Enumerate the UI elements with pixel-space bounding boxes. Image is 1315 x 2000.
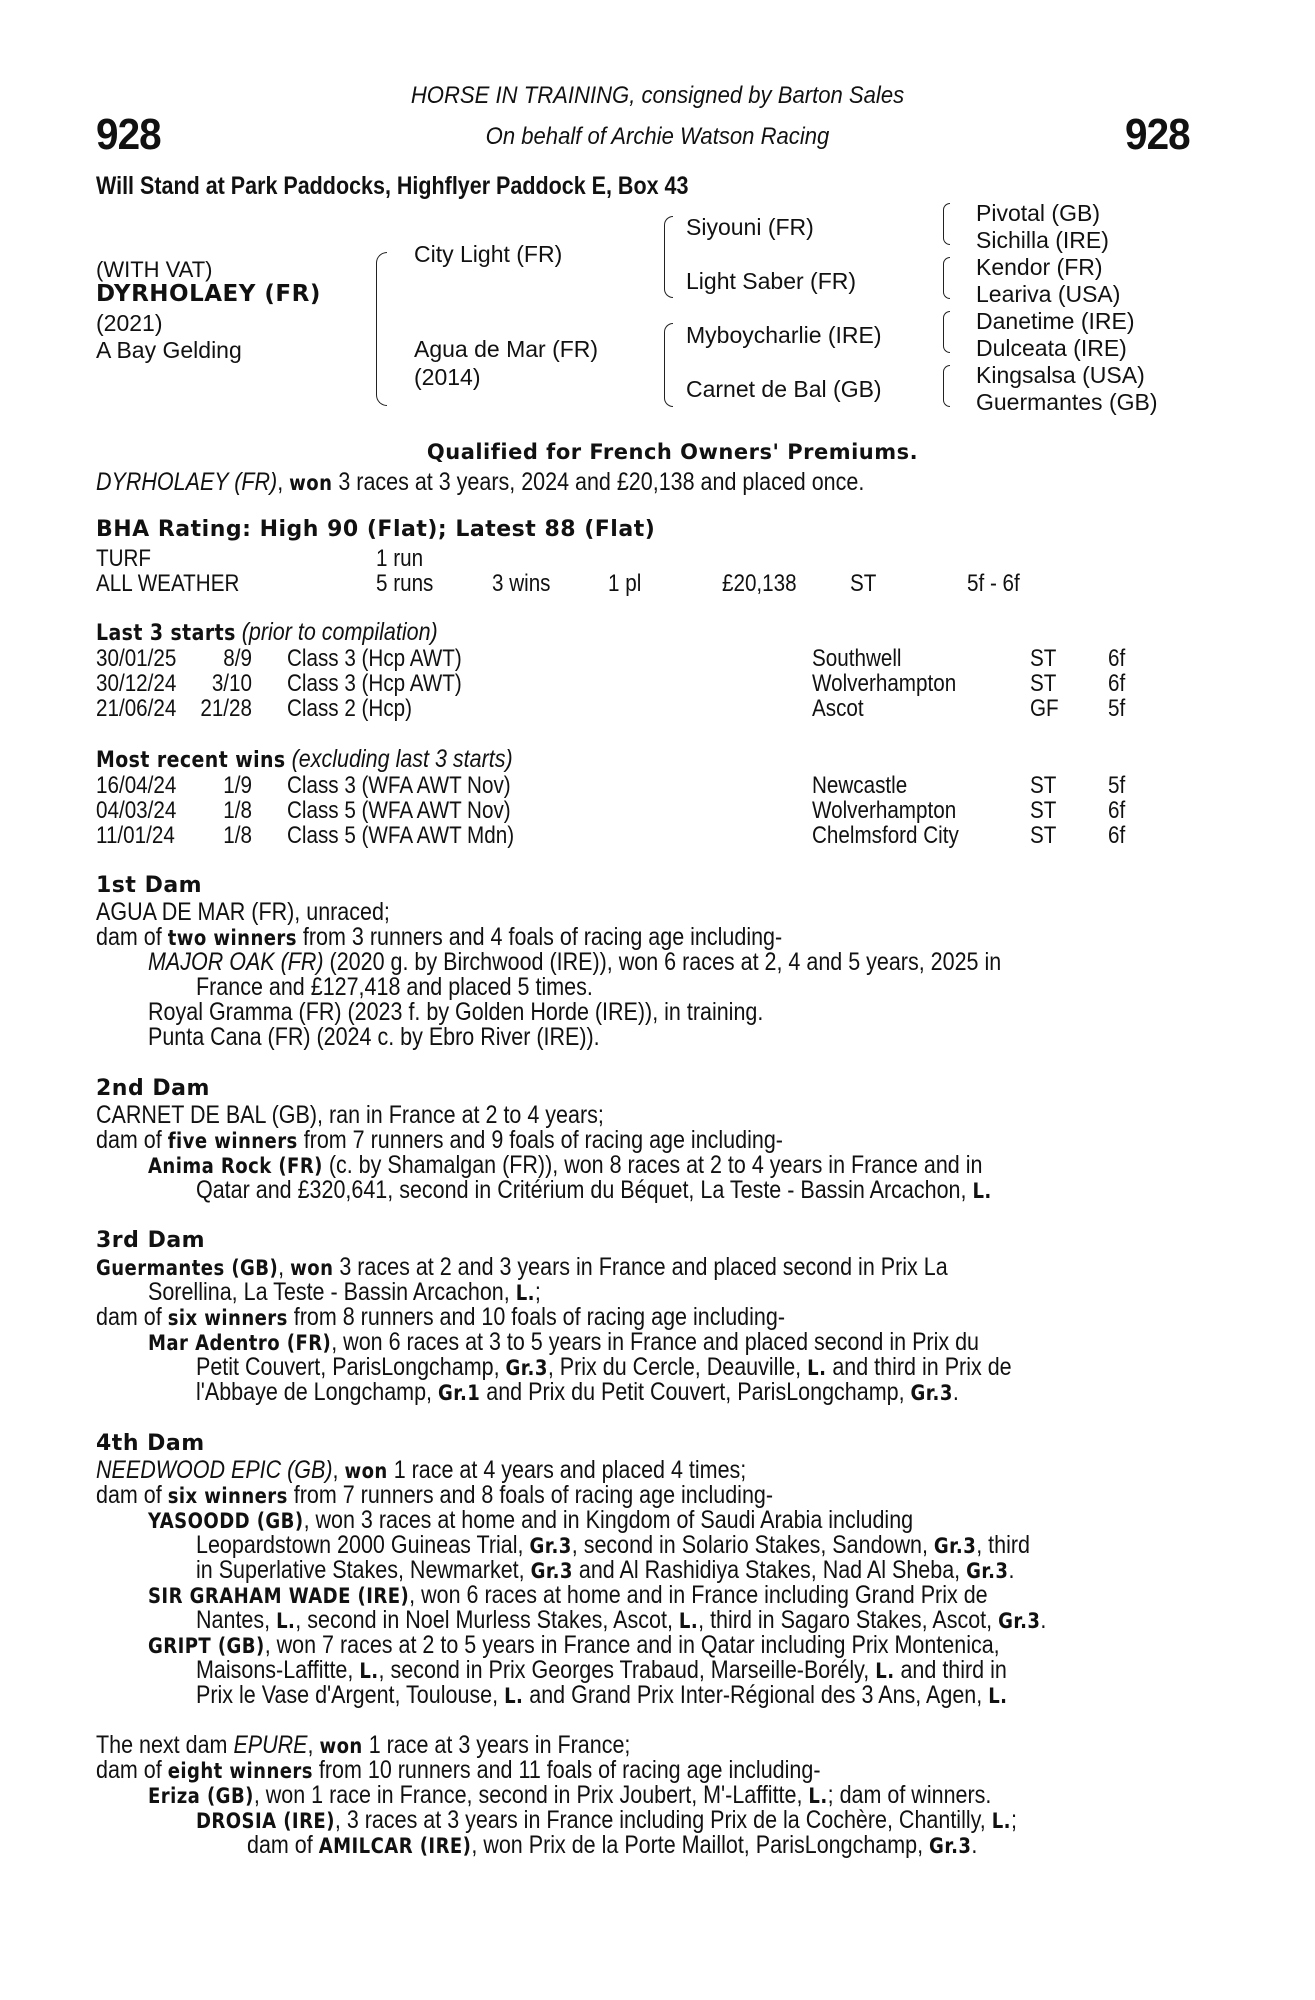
pedigree-bracket-dam <box>664 323 673 407</box>
win-race: Class 5 (WFA AWT Nov) <box>287 797 511 824</box>
summary-won: won <box>289 471 333 495</box>
win-distance: 5f <box>1108 772 1126 799</box>
dam3-progeny-1: Mar Adentro (FR), won 6 races at 3 to 5 years in France and placed second in Prix du <box>148 1328 979 1356</box>
recent-wins-subtitle: (excluding last 3 starts) <box>291 745 513 773</box>
start-date: 30/01/25 <box>96 645 177 672</box>
summary-text: 3 races at 3 years, 2024 and £20,138 and placed once. <box>332 468 865 496</box>
win-course: Newcastle <box>812 772 908 799</box>
pedigree-g3-item: Pivotal (GB) <box>976 200 1100 226</box>
dam4-line: NEEDWOOD EPIC (GB), won 1 race at 4 years and placed 4 times; <box>96 1456 747 1484</box>
next-dam-dam-of: dam of eight winners from 10 runners and 11 foals of racing age including- <box>96 1756 821 1784</box>
dam1-progeny-2: Royal Gramma (FR) (2023 f. by Golden Horde (IRE)), in training. <box>148 998 764 1026</box>
start-race: Class 3 (Hcp AWT) <box>287 645 462 672</box>
table-row <box>0 822 1315 847</box>
next-dam-progeny-amilcar: dam of AMILCAR (IRE), won Prix de la Porte Maillot, ParisLongchamp, Gr.3. <box>247 1831 978 1859</box>
next-dam-progeny-drosia: DROSIA (IRE), 3 races at 3 years in France including Prix de la Cochère, Chantilly, L.; <box>196 1806 1017 1834</box>
win-date: 04/03/24 <box>96 797 177 824</box>
premiums-note: Qualified for French Owners' Premiums. <box>426 440 919 464</box>
rating-surface: TURF <box>96 545 152 572</box>
pedigree-g3-item: Dulceata (IRE) <box>976 335 1127 361</box>
dam3-line: Guermantes (GB), won 3 races at 2 and 3 years in France and placed second in Prix La <box>96 1253 948 1281</box>
pedigree-bracket-g3-1 <box>943 203 950 245</box>
start-course: Ascot <box>812 695 864 722</box>
start-going: ST <box>1030 670 1057 697</box>
pedigree-dam-year: (2014) <box>414 364 481 390</box>
dam1-progeny-1-cont: France and £127,418 and placed 5 times. <box>196 973 593 1001</box>
start-distance: 5f <box>1108 695 1126 722</box>
pedigree-bracket-g3-4 <box>943 365 950 407</box>
dam4-progeny-gript-cont1: Maisons-Laffitte, L., second in Prix Georges Trabaud, Marseille-Borély, L. and third in <box>196 1656 1007 1684</box>
last-starts-title: Last 3 starts <box>96 621 236 646</box>
dam4-progeny-yasoodd-cont2: in Superlative Stakes, Newmarket, Gr.3 and Al Rashidiya Stakes, Nad Al Sheba, Gr.3. <box>196 1556 1015 1584</box>
table-row <box>0 695 1315 720</box>
start-going: ST <box>1030 645 1057 672</box>
dam4-progeny-sir-graham-wade-cont: Nantes, L., second in Noel Murless Stakes, Ascot, L., third in Sagaro Stakes, Ascot, Gr.3. <box>196 1606 1047 1634</box>
dam4-progeny-yasoodd: YASOODD (GB), won 3 races at home and in Kingdom of Saudi Arabia including <box>148 1506 914 1534</box>
pedigree-sire-sire: Siyouni (FR) <box>686 214 814 240</box>
recent-wins-heading <box>96 747 513 772</box>
next-dam-line: The next dam EPURE, won 1 race at 3 years in France; <box>96 1731 631 1759</box>
stand-location: Will Stand at Park Paddocks, Highflyer Paddock E, Box 43 <box>96 172 689 200</box>
rating-runs: 1 run <box>376 545 424 572</box>
dam3-title: 3rd Dam <box>96 1228 206 1253</box>
win-date: 11/01/24 <box>96 822 175 849</box>
pedigree-bracket-g3-3 <box>943 311 950 353</box>
horse-description: A Bay Gelding <box>96 337 242 363</box>
dam3-dam-of: dam of six winners from 8 runners and 10 foals of racing age including- <box>96 1303 785 1331</box>
dam1-dam-of: dam of two winners from 3 runners and 4 foals of racing age including- <box>96 923 783 951</box>
horse-year: (2021) <box>96 310 163 336</box>
pedigree-sire-dam: Light Saber (FR) <box>686 268 857 294</box>
win-position: 1/8 <box>223 797 252 824</box>
rating-prize: £20,138 <box>722 570 797 597</box>
dam3-line-cont: Sorellina, La Teste - Bassin Arcachon, L.; <box>148 1278 541 1306</box>
rating-row-turf <box>0 545 1315 570</box>
dam2-title: 2nd Dam <box>96 1076 210 1101</box>
vat-label: (WITH VAT) <box>96 257 213 282</box>
pedigree-dam-sire: Myboycharlie (IRE) <box>686 322 882 348</box>
start-race: Class 2 (Hcp) <box>287 695 413 722</box>
start-position: 3/10 <box>211 670 252 697</box>
table-row <box>0 645 1315 670</box>
dam1-progeny-3: Punta Cana (FR) (2024 c. by Ebro River (IRE)). <box>148 1023 600 1051</box>
pedigree-sire: City Light (FR) <box>414 241 563 267</box>
consignment-line: HORSE IN TRAINING, consigned by Barton Sales <box>410 82 905 109</box>
win-distance: 6f <box>1108 797 1126 824</box>
pedigree-g3-item: Danetime (IRE) <box>976 308 1135 334</box>
start-course: Wolverhampton <box>812 670 957 697</box>
rating-going: ST <box>850 570 877 597</box>
start-course: Southwell <box>812 645 902 672</box>
pedigree-bracket-g3-2 <box>943 257 950 299</box>
table-row <box>0 772 1315 797</box>
rating-distance: 5f - 6f <box>967 570 1020 597</box>
start-going: GF <box>1030 695 1059 722</box>
pedigree-g3-item: Kingsalsa (USA) <box>976 362 1145 388</box>
pedigree-g3-item: Kendor (FR) <box>976 254 1103 280</box>
dam4-title: 4th Dam <box>96 1431 205 1456</box>
last-starts-subtitle: (prior to compilation) <box>241 618 438 646</box>
win-course: Chelmsford City <box>812 822 959 849</box>
bha-rating-title: BHA Rating: High 90 (Flat); Latest 88 (Flat) <box>96 517 656 542</box>
dam4-progeny-gript-cont2: Prix le Vase d'Argent, Toulouse, L. and Grand Prix Inter-Régional des 3 Ans, Agen, L. <box>196 1681 1008 1709</box>
win-going: ST <box>1030 822 1057 849</box>
rating-row-all-weather <box>0 570 1315 595</box>
race-summary: DYRHOLAEY (FR), won 3 races at 3 years, 2024 and £20,138 and placed once. <box>96 468 865 496</box>
summary-horse-name: DYRHOLAEY (FR) <box>96 468 278 496</box>
win-position: 1/9 <box>223 772 252 799</box>
win-going: ST <box>1030 772 1057 799</box>
start-position: 21/28 <box>200 695 252 722</box>
dam3-progeny-1-cont1: Petit Couvert, ParisLongchamp, Gr.3, Prix du Cercle, Deauville, L. and third in Prix de <box>196 1353 1012 1381</box>
start-date: 30/12/24 <box>96 670 177 697</box>
win-race: Class 3 (WFA AWT Nov) <box>287 772 511 799</box>
start-distance: 6f <box>1108 645 1126 672</box>
start-distance: 6f <box>1108 670 1126 697</box>
dam2-line: CARNET DE BAL (GB), ran in France at 2 to 4 years; <box>96 1101 604 1129</box>
dam2-progeny-1: Anima Rock (FR) (c. by Shamalgan (FR)), won 8 races at 2 to 4 years in France and in <box>148 1151 983 1179</box>
win-course: Wolverhampton <box>812 797 957 824</box>
on-behalf-line: On behalf of Archie Watson Racing <box>485 123 830 150</box>
table-row <box>0 670 1315 695</box>
win-going: ST <box>1030 797 1057 824</box>
rating-runs: 5 runs <box>376 570 434 597</box>
win-position: 1/8 <box>223 822 252 849</box>
dam4-dam-of: dam of six winners from 7 runners and 8 foals of racing age including- <box>96 1481 774 1509</box>
lot-number-right: 928 <box>1125 110 1190 159</box>
dam1-progeny-1: MAJOR OAK (FR) (2020 g. by Birchwood (IRE)), won 6 races at 2, 4 and 5 years, 2025 in <box>148 948 1002 976</box>
start-position: 8/9 <box>223 645 252 672</box>
pedigree-g3-item: Sichilla (IRE) <box>976 227 1109 253</box>
dam1-line: AGUA DE MAR (FR), unraced; <box>96 898 390 926</box>
pedigree-dam: Agua de Mar (FR) <box>414 336 599 362</box>
next-dam-progeny-eriza: Eriza (GB), won 1 race in France, second in Prix Joubert, M'-Laffitte, L.; dam of winners. <box>148 1781 992 1809</box>
win-date: 16/04/24 <box>96 772 177 799</box>
pedigree-g3-item: Guermantes (GB) <box>976 389 1158 415</box>
rating-placed: 1 pl <box>608 570 642 597</box>
win-race: Class 5 (WFA AWT Mdn) <box>287 822 515 849</box>
rating-surface: ALL WEATHER <box>96 570 240 597</box>
table-row <box>0 797 1315 822</box>
dam4-progeny-yasoodd-cont1: Leopardstown 2000 Guineas Trial, Gr.3, second in Solario Stakes, Sandown, Gr.3, third <box>196 1531 1031 1559</box>
start-race: Class 3 (Hcp AWT) <box>287 670 462 697</box>
rating-table <box>0 545 1315 595</box>
dam2-dam-of: dam of five winners from 7 runners and 9 foals of racing age including- <box>96 1126 783 1154</box>
rating-wins: 3 wins <box>492 570 551 597</box>
win-distance: 6f <box>1108 822 1126 849</box>
dam2-progeny-1-cont: Qatar and £320,641, second in Critérium du Béquet, La Teste - Bassin Arcachon, L. <box>196 1176 992 1204</box>
pedigree-g3-item: Leariva (USA) <box>976 281 1121 307</box>
dam4-progeny-sir-graham-wade: SIR GRAHAM WADE (IRE), won 6 races at home and in France including Grand Prix de <box>148 1581 988 1609</box>
recent-wins-title: Most recent wins <box>96 748 286 773</box>
dam4-progeny-gript: GRIPT (GB), won 7 races at 2 to 5 years in France and in Qatar including Prix Montenica, <box>148 1631 1000 1659</box>
start-date: 21/06/24 <box>96 695 177 722</box>
dam3-progeny-1-cont2: l'Abbaye de Longchamp, Gr.1 and Prix du Petit Couvert, ParisLongchamp, Gr.3. <box>196 1378 959 1406</box>
pedigree-dam-dam: Carnet de Bal (GB) <box>686 376 882 402</box>
horse-name: DYRHOLAEY (FR) <box>96 281 321 307</box>
dam1-title: 1st Dam <box>96 873 203 898</box>
last-starts-heading <box>96 620 438 645</box>
lot-number-left: 928 <box>96 110 161 159</box>
pedigree-bracket-sire <box>664 216 673 298</box>
